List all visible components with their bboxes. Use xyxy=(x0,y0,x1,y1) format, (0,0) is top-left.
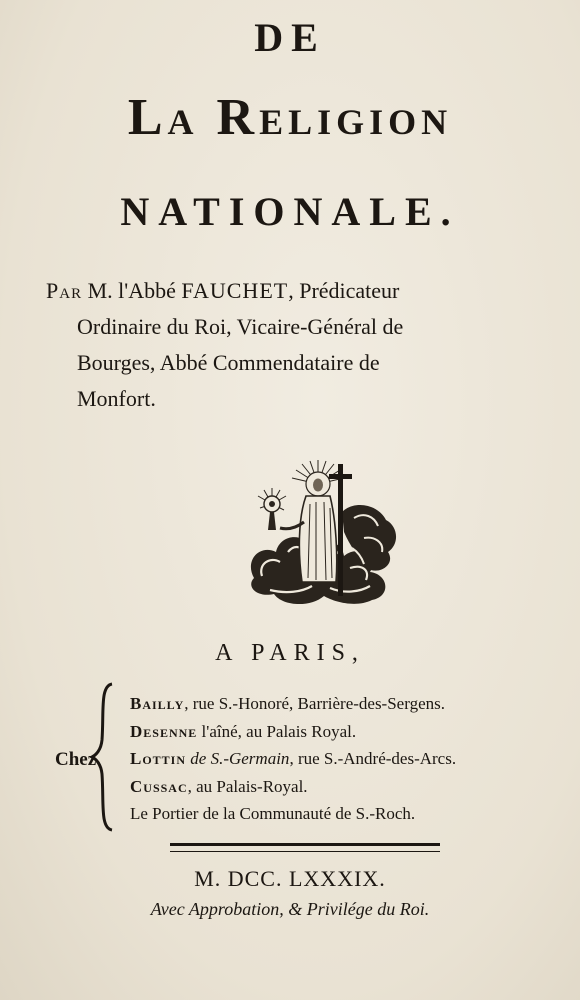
author-line-2: Ordinaire du Roi, Vicaire-Général de xyxy=(77,314,404,339)
bookseller-line xyxy=(130,773,456,801)
bookseller-line xyxy=(130,745,456,773)
vignette-woodcut-icon xyxy=(246,460,402,610)
bookseller-address: l'aîné, au Palais Royal. xyxy=(197,721,357,741)
curly-brace-icon xyxy=(90,682,118,832)
bookseller-name: Cussac xyxy=(130,776,188,796)
publication-date: M. DCC. LXXXIX. xyxy=(194,866,386,891)
chez-label: Chez xyxy=(55,749,97,770)
title-line-religion: La Religion xyxy=(127,89,453,146)
bookseller-address: , rue S.-André-des-Arcs. xyxy=(289,749,457,768)
bookseller-address: , au Palais-Royal. xyxy=(187,776,308,796)
author-name-pre: M. l'Abbé xyxy=(82,278,182,303)
bookseller-list xyxy=(130,690,456,828)
thick-rule xyxy=(170,843,440,846)
approbation-line: Avec Approbation, & Privilége du Roi. xyxy=(150,899,430,919)
bookseller-name: Bailly xyxy=(130,694,185,713)
author-statement xyxy=(46,273,551,417)
bookseller-name: Desenne xyxy=(130,721,198,741)
title-line-de: DE xyxy=(254,15,326,60)
author-line-1-rest: , Prédicateur xyxy=(288,278,400,303)
thin-rule xyxy=(170,851,440,852)
bookseller-address: , rue S.-Honoré, Barrière-des-Sergens. xyxy=(184,694,445,713)
bookseller-name-suffix: de S.-Germain xyxy=(186,749,290,768)
bookseller-name: Lottin xyxy=(130,749,187,768)
title-line-nationale: NATIONALE. xyxy=(120,189,460,234)
author-line-4: Monfort. xyxy=(77,386,156,411)
author-prefix: Par xyxy=(46,278,83,303)
author-line-3: Bourges, Abbé Commendataire de xyxy=(77,350,380,375)
imprint-city: A PARIS, xyxy=(215,640,365,666)
author-surname: FAUCHET xyxy=(181,278,289,303)
bookseller-line xyxy=(130,718,456,746)
author-line-1 xyxy=(46,273,551,309)
bookseller-line: Le Portier de la Communauté de S.-Roch. xyxy=(130,804,416,823)
bookseller-line xyxy=(130,690,456,718)
